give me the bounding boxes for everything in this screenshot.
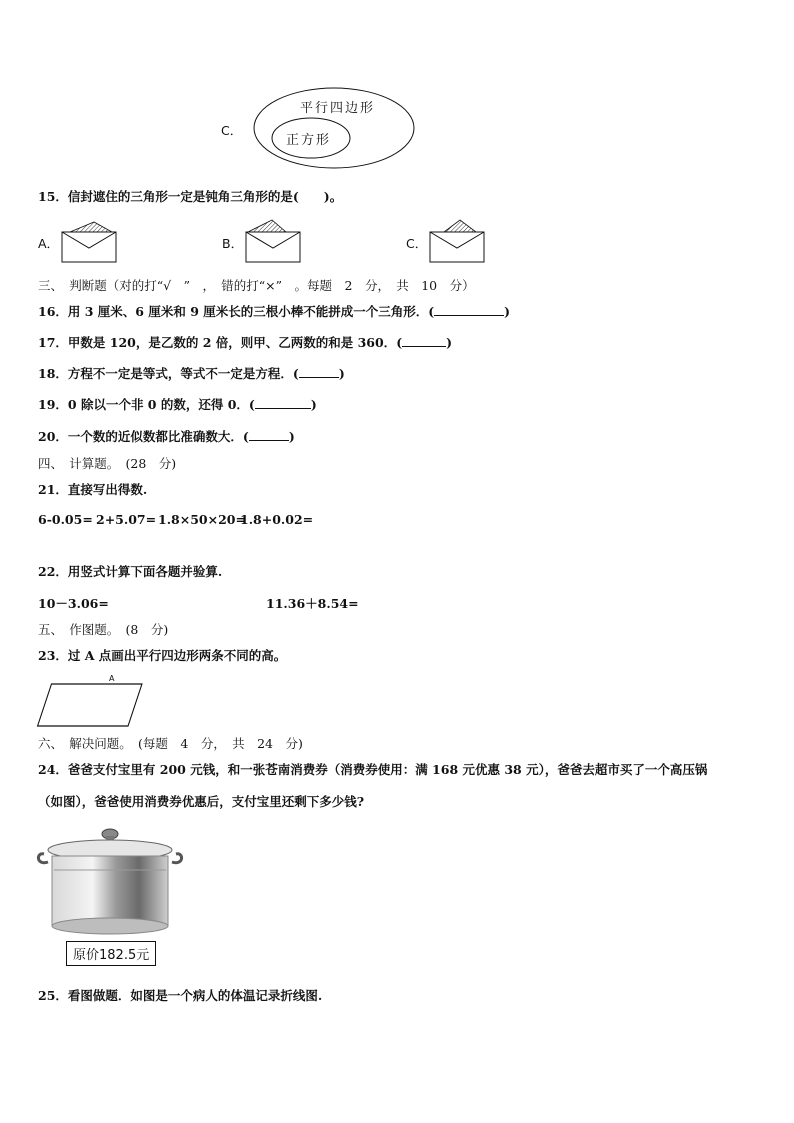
q23-stem: 23．过 A 点画出平行四边形两条不同的高。 xyxy=(38,648,287,663)
q16-answer-blank[interactable] xyxy=(434,303,504,316)
q19-close: ) xyxy=(310,397,317,412)
q15-option-a-label: A． xyxy=(38,236,60,251)
q24-line1: 24．爸爸支付宝里有 200 元钱，和一张苍南消费券（消费券使用：满 168 元优惠 38 元），爸爸去超市买了一个高压锅 xyxy=(38,762,708,777)
q20-text: 20．一个数的近似数都比准确数大． xyxy=(38,429,243,444)
q17-open: ( xyxy=(396,335,403,350)
triangle-b-hatched xyxy=(248,220,286,232)
q21-expr-2: 2+5.07= xyxy=(96,512,157,527)
inner-set-label: 正方形 xyxy=(286,133,332,148)
price-tag: 原价182.5元 xyxy=(66,941,156,966)
q15-stem: 15．信封遮住的三角形一定是钝角三角形的是( )。 xyxy=(38,189,343,204)
q16 xyxy=(38,302,510,320)
q21-expr-1: 6-0.05= xyxy=(38,512,93,527)
outer-set-label: 平行四边形 xyxy=(300,101,376,116)
q18-answer-blank[interactable] xyxy=(299,365,339,378)
set-diagram xyxy=(0,0,794,200)
q17-text: 17．甲数是 120，是乙数的 2 倍，则甲、乙两数的和是 360． xyxy=(38,335,397,350)
q21-expr-4: 1.8+0.02= xyxy=(240,512,314,527)
section4-title: 四、 计算题。 (28 分) xyxy=(38,456,177,471)
q20 xyxy=(38,427,295,445)
q20-close: ) xyxy=(288,429,295,444)
q25-stem: 25．看图做题．如图是一个病人的体温记录折线图. xyxy=(38,988,323,1003)
q19 xyxy=(38,395,317,413)
section6-title: 六、 解决问题。 (每题 4 分， 共 24 分) xyxy=(38,736,303,751)
q19-answer-blank[interactable] xyxy=(255,396,311,409)
q16-text: 16．用 3 厘米、6 厘米和 9 厘米长的三根小棒不能拼成一个三角形． xyxy=(38,304,429,319)
q18-open: ( xyxy=(292,366,299,381)
envelope-b xyxy=(246,218,302,264)
q22-stem: 22．用竖式计算下面各题并验算. xyxy=(38,564,223,579)
q22-expr-1: 10－3.06= xyxy=(38,596,109,611)
q15-option-c-label: C． xyxy=(406,236,428,251)
envelope-c xyxy=(430,218,486,264)
q17-close: ) xyxy=(446,335,453,350)
q14-option-c-label: C． xyxy=(221,123,243,138)
q18-close: ) xyxy=(338,366,345,381)
section3-title: 三、 判断题（对的打“√ ” ， 错的打“×” 。每题 2 分， 共 10 分） xyxy=(38,278,475,293)
point-a-label: A xyxy=(109,674,115,683)
q21-stem: 21．直接写出得数. xyxy=(38,482,148,497)
pressure-cooker-image xyxy=(40,826,185,941)
q16-close: ) xyxy=(504,304,511,319)
triangle-c-hatched xyxy=(444,220,476,232)
q22-expr-2: 11.36＋8.54= xyxy=(266,596,359,611)
q20-open: ( xyxy=(242,429,249,444)
q19-open: ( xyxy=(248,397,255,412)
q17 xyxy=(38,333,452,351)
q24-line2: （如图），爸爸使用消费券优惠后，支付宝里还剩下多少钱? xyxy=(38,794,365,809)
q18 xyxy=(38,364,345,382)
q21-expr-3: 1.8×50×20= xyxy=(158,512,246,527)
section5-title: 五、 作图题。 (8 分) xyxy=(38,622,169,637)
q20-answer-blank[interactable] xyxy=(249,428,289,441)
triangle-a-hatched xyxy=(70,222,112,232)
envelope-a xyxy=(62,220,118,264)
q17-answer-blank[interactable] xyxy=(402,334,446,347)
q18-text: 18．方程不一定是等式，等式不一定是方程． xyxy=(38,366,293,381)
q19-text: 19．0 除以一个非 0 的数，还得 0． xyxy=(38,397,249,412)
q15-option-b-label: B． xyxy=(222,236,244,251)
parallelogram-figure xyxy=(36,674,136,734)
q16-open: ( xyxy=(428,304,435,319)
parallelogram xyxy=(38,684,142,726)
